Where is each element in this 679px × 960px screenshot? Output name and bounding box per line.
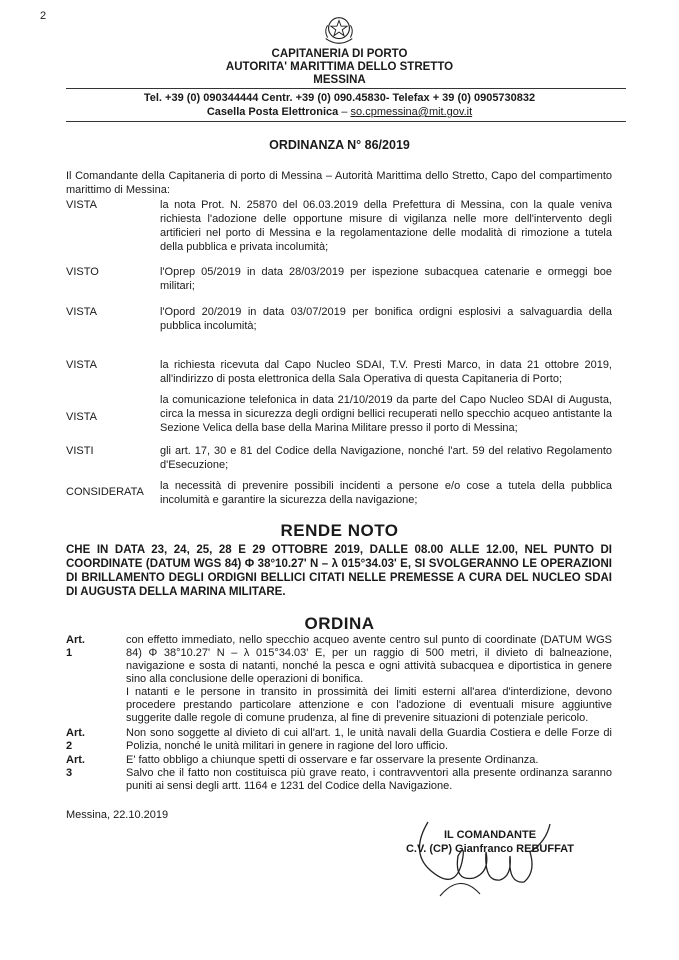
pec-email-link[interactable]: so.cpmessina@mit.gov.it: [350, 106, 473, 118]
article-paragraph: E' fatto obbligo a chiunque spetti di osservare e far osservare la presente Ordinanza.: [126, 754, 539, 766]
ordinance-title: ORDINANZA N° 86/2019: [269, 138, 410, 152]
pec-separator: –: [338, 106, 351, 118]
article-key: Art. 1: [66, 634, 85, 659]
premise-text: gli art. 17, 30 e 81 del Codice della Navigazione, nonché l'art. 59 del relativo Regolamento d'Esecuzione;: [160, 445, 612, 471]
intro-paragraph: Il Comandante della Capitaneria di porto di Messina – Autorità Marittima dello Stretto, Capo del compartimento marittimo di Messina:: [66, 170, 612, 196]
place-date: Messina, 22.10.2019: [66, 809, 169, 821]
premise-key: VISTA: [66, 306, 97, 318]
article-key: Art. 2: [66, 727, 85, 752]
contact-pec: [0, 106, 679, 118]
signature-block: [360, 828, 620, 856]
premise-key: VISTA: [66, 199, 97, 211]
header-line-3: MESSINA: [313, 74, 366, 86]
pec-label: Casella Posta Elettronica: [206, 106, 339, 118]
header-line-2: AUTORITA' MARITTIMA DELLO STRETTO: [225, 61, 454, 73]
rende-noto-heading: RENDE NOTO: [280, 521, 399, 540]
header-line-1: CAPITANERIA DI PORTO: [271, 48, 408, 60]
signature-title: IL COMANDANTE: [443, 829, 537, 841]
article-paragraph: Non sono soggette al divieto di cui all'art. 1, le unità navali della Guardia Costiera e delle Forze di Polizia, nonché le unità militari in genere in ragione del loro ufficio.: [126, 727, 612, 752]
premise-text: la necessità di prevenire possibili incidenti a persone e/o cose a tutela della pubblica incolumità e garantire la sicurezza della navigazione;: [160, 480, 612, 506]
premise-key: VISTI: [66, 445, 94, 457]
premise-text: l'Opord 20/2019 in data 03/07/2019 per bonifica ordigni esplosivi a salvaguardia della pubblica incolumità;: [160, 306, 612, 332]
signature-name: C.V. (CP) Gianfranco REBUFFAT: [405, 843, 575, 855]
premise-key: VISTA: [66, 411, 97, 423]
premise-text: la nota Prot. N. 25870 del 06.03.2019 della Prefettura di Messina, con la quale veniva richiesta l'adozione delle opportune misure di vigilanza nelle more dell'intervento degli artificieri nel porto di Messina e la regolamentazione delle modalità di rimozione a tutela della pubblica e privata incolumità;: [160, 199, 612, 253]
premise-key: VISTA: [66, 359, 97, 371]
premise-text: la richiesta ricevuta dal Capo Nucleo SDAI, T.V. Presti Marco, in data 21 ottobre 2019, all'indirizzo di posta elettronica della Sala Operativa di questa Capitaneria di Porto;: [160, 359, 612, 385]
article-paragraph: con effetto immediato, nello specchio acqueo avente centro sul punto di coordinate (DATUM WGS 84) Φ 38°10.27' N – λ 015°34.03' E, per un raggio di 500 metri, il divieto di balneazione, navigazione e sosta di natanti, nonché la pesca e ogni attività subacquea e diportistica in genere sino alla conclusione delle operazioni di bonifica.: [126, 634, 612, 685]
article-text: [126, 634, 612, 725]
article-paragraph: I natanti e le persone in transito in prossimità dei limiti esterni all'area d'interdizione, devono procedere prestando particolare attenzione e con l'adozione di eventuali misure aggiuntive suggerite dalle regole di comune prudenza, al fine di prevenire situazioni di potenziale pericolo.: [126, 686, 612, 724]
page-number: 2: [40, 10, 47, 22]
article-key: Art. 3: [66, 754, 85, 779]
rende-noto-body: CHE IN DATA 23, 24, 25, 28 E 29 OTTOBRE 2019, DALLE 08.00 ALLE 12.00, NEL PUNTO DI COORDINATE (DATUM WGS 84) Φ 38°10.27' N – λ 015°34.03' E, SI SVOLGERANNO LE OPERAZIONI DI BRILLAMENTO DEGLI ORDIGNI BELLICI CITATI NELLE PREMESSE A CURA DEL NUCLEO SDAI DI AUGUSTA DELLA MARINA MILITARE.: [66, 544, 612, 598]
header-divider-bottom: [66, 121, 626, 122]
premise-text: la comunicazione telefonica in data 21/10/2019 da parte del Capo Nucleo SDAI di Augusta, circa la messa in sicurezza degli ordigni bellici recuperati nello specchio acqueo antistante la Sezione Velica della base della Marina Militare presso il porto di Messina;: [160, 394, 612, 434]
italian-republic-emblem-icon: [320, 12, 358, 48]
header-divider-top: [66, 88, 626, 89]
article-text: [126, 727, 612, 753]
contact-phones: Tel. +39 (0) 090344444 Centr. +39 (0) 090.45830- Telefax + 39 (0) 0905730832: [143, 92, 536, 104]
article-paragraph: Salvo che il fatto non costituisca più grave reato, i contravventori alla presente ordinanza saranno puniti ai sensi degli artt. 1164 e 1231 del Codice della Navigazione.: [126, 767, 612, 792]
premise-key: VISTO: [66, 266, 99, 278]
premise-key: CONSIDERATA: [66, 486, 144, 498]
article-text: [126, 754, 612, 793]
ordina-heading: ORDINA: [304, 614, 375, 633]
handwritten-signature: [400, 812, 570, 902]
premise-text: l'Oprep 05/2019 in data 28/03/2019 per ispezione subacquea catenarie e ormeggi boe militari;: [160, 266, 612, 292]
